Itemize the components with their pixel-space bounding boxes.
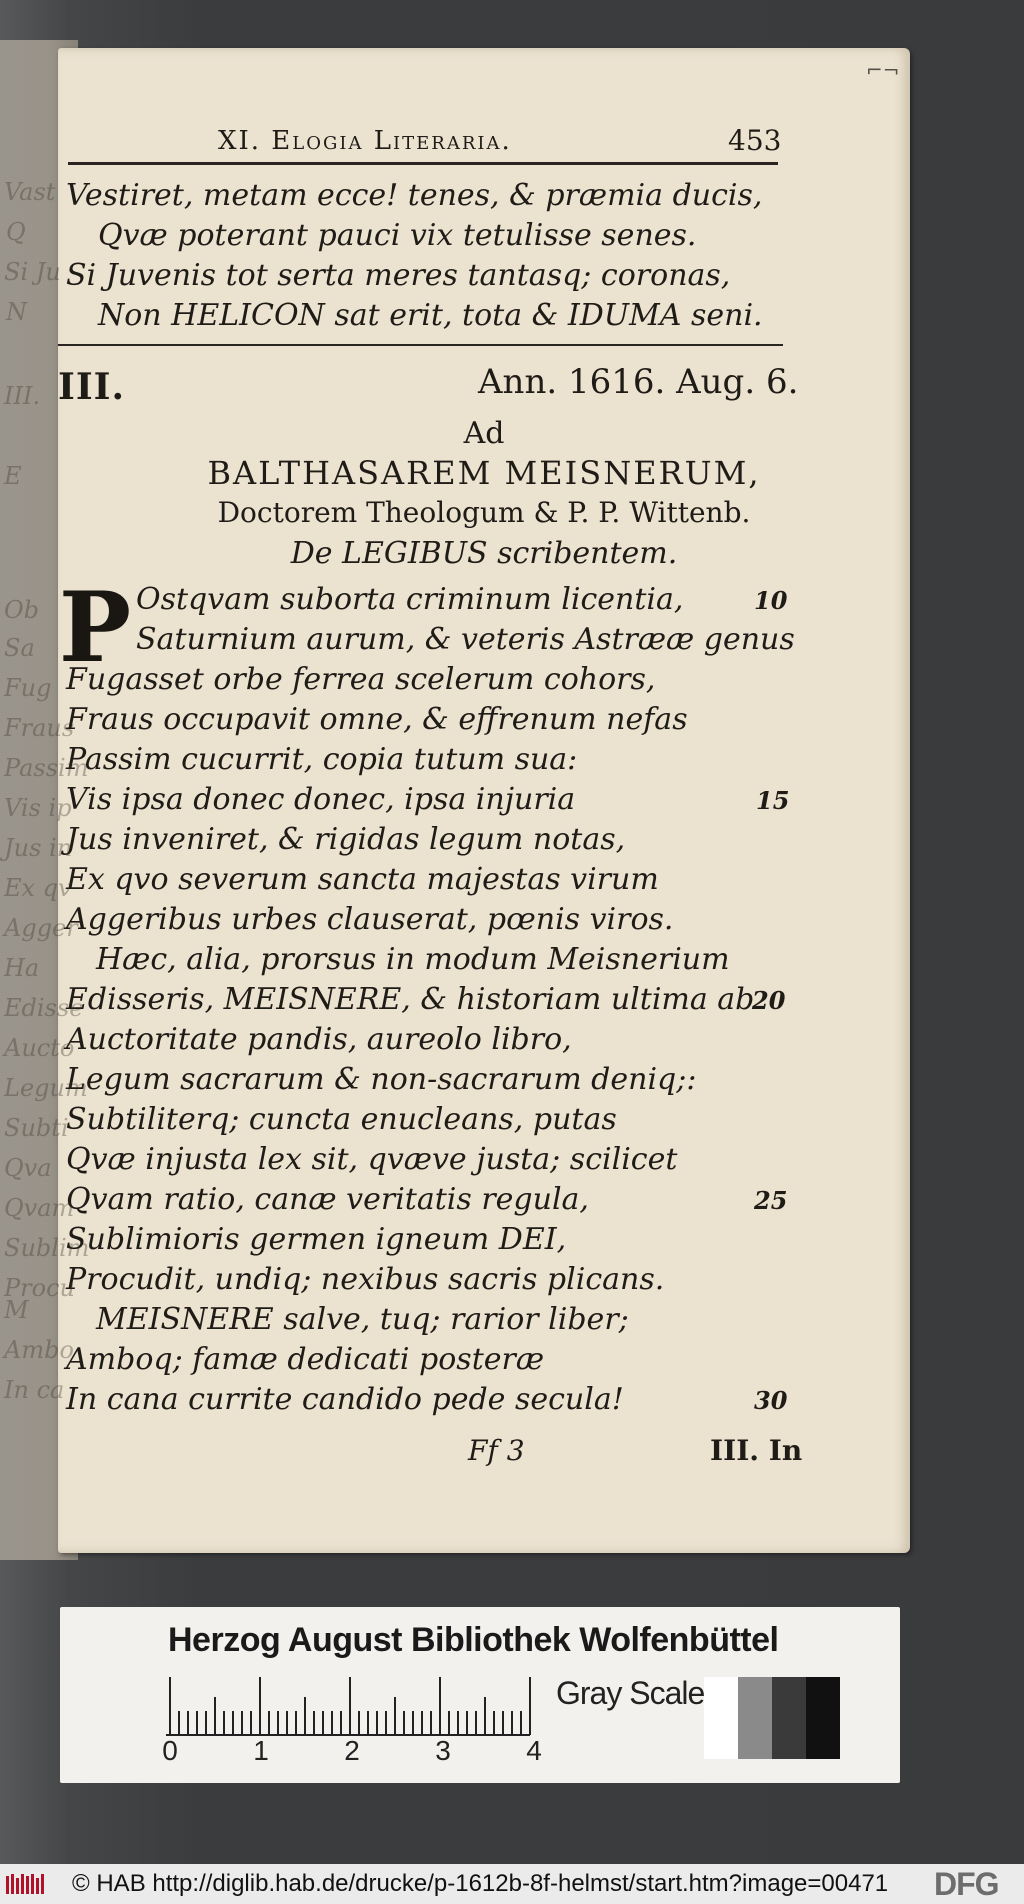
poem-line: MEISNERE salve, tuq; rarior liber; — [96, 1302, 629, 1337]
bleed-text: Procu — [4, 1274, 75, 1302]
gray-swatch — [738, 1677, 772, 1759]
gray-swatch — [772, 1677, 806, 1759]
catchword: III. In — [710, 1434, 803, 1467]
line-number: 10 — [754, 586, 788, 615]
scale-digit: 1 — [253, 1735, 269, 1766]
poem-line: Vis ipsa donec donec, ipsa injuria — [66, 782, 576, 817]
ruler-scale — [166, 1677, 536, 1737]
bleed-text: Sublim — [4, 1234, 90, 1262]
scale-digit: 4 — [526, 1735, 542, 1766]
entry-date: Ann. 1616. Aug. 6. — [478, 362, 799, 402]
scale-digit: 0 — [162, 1735, 178, 1766]
hab-logo-icon — [6, 1872, 48, 1896]
gray-swatch — [704, 1677, 738, 1759]
library-name: Herzog August Bibliothek Wolfenbüttel — [168, 1621, 779, 1659]
poem-line: Ostqvam suborta criminum licentia, — [136, 582, 684, 617]
poem-line: Subtiliterq; cuncta enucleans, putas — [66, 1102, 617, 1137]
bleed-text: Subti — [4, 1114, 69, 1142]
bleed-text: Jus in — [4, 834, 73, 862]
bleed-text: Fug — [4, 674, 52, 702]
bleed-text: Vast — [4, 178, 56, 206]
bleed-text: Ambo — [4, 1336, 74, 1364]
bleed-text: Passim — [4, 754, 89, 782]
poem-line: Aggeribus urbes clauserat, pœnis viros. — [66, 902, 674, 937]
header-rule — [68, 162, 778, 165]
bleed-text: Aucto — [4, 1034, 75, 1062]
poem-line: Qvæ injusta lex sit, qvæve justa; scilicet — [66, 1142, 678, 1177]
bleed-text: E — [4, 462, 22, 490]
line-number: 25 — [754, 1186, 788, 1215]
page-number: 453 — [728, 124, 782, 157]
bleed-text: Q — [6, 218, 26, 246]
bleed-text: Qvam — [4, 1194, 75, 1222]
drop-cap: P — [58, 571, 132, 684]
line-number: 20 — [752, 986, 786, 1015]
bleed-text: Ob — [4, 596, 40, 624]
book-page — [58, 48, 910, 1553]
top-verse-2: Qvæ poterant pauci vix tetulisse senes. — [98, 218, 697, 253]
address-ad: Ad — [463, 416, 505, 451]
gray-swatches — [704, 1677, 840, 1759]
top-verse-3: Si Juvenis tot serta meres tantasq; coronas, — [66, 258, 731, 293]
gray-scale-label: Gray Scale — [556, 1675, 705, 1711]
bleed-text: Ex qv — [4, 874, 72, 902]
poem-line: Procudit, undiq; nexibus sacris plicans. — [66, 1262, 665, 1297]
poem-line: Amboq; famæ dedicati posteræ — [66, 1342, 545, 1377]
line-number: 30 — [754, 1386, 788, 1415]
bleed-text: Fraus — [4, 714, 75, 742]
bleed-text: N — [6, 298, 27, 326]
bleed-text: Legum — [4, 1074, 88, 1102]
entry-number: III. — [58, 366, 126, 408]
poem-line: Hæc, alia, prorsus in modum Meisnerium — [96, 942, 730, 977]
poem-line: Saturnium aurum, & veteris Astrææ genus — [136, 622, 795, 657]
poem-line: Fugasset orbe ferrea scelerum cohors, — [66, 662, 656, 697]
poem-line: Passim cucurrit, copia tutum sua: — [66, 742, 578, 777]
poem-line: In cana currite candido pede secula! — [66, 1382, 624, 1417]
address-title: Doctorem Theologum & P. P. Wittenb. — [217, 496, 751, 529]
poem-line: Jus inveniret, & rigidas legum notas, — [66, 822, 626, 857]
bleed-text: III. — [4, 382, 41, 410]
bleed-text: Ha — [4, 954, 40, 982]
poem-line: Auctoritate pandis, aureolo libro, — [66, 1022, 572, 1057]
bleed-text: Qva — [4, 1154, 52, 1182]
color-target-card — [60, 1607, 900, 1783]
line-number: 15 — [756, 786, 790, 815]
source-link[interactable]: © HAB http://diglib.hab.de/drucke/p-1612b-8f-helmst/start.htm?image=00471 — [72, 1870, 889, 1897]
poem-line: Qvam ratio, canæ veritatis regula, — [66, 1182, 589, 1217]
gray-swatch — [806, 1677, 840, 1759]
corner-mark: ⌐¬ — [866, 58, 900, 82]
scale-digit: 2 — [344, 1735, 360, 1766]
bleed-text: Sa — [4, 634, 35, 662]
signature-mark: Ff 3 — [468, 1434, 525, 1467]
bleed-text: M — [4, 1296, 29, 1324]
address-subject: De LEGIBUS scribentem. — [290, 536, 678, 571]
poem-line: Edisseris, MEISNERE, & historiam ultima ab — [66, 982, 755, 1017]
footer-bar — [0, 1864, 1024, 1904]
bleed-text: Si Ju — [4, 258, 61, 286]
poem-line: Legum sacrarum & non-sacrarum deniq;: — [66, 1062, 697, 1097]
poem-line: Ex qvo severum sancta majestas virum — [66, 862, 659, 897]
section-rule — [58, 344, 783, 346]
running-title: XI. Elogia Literaria. — [218, 126, 512, 156]
top-verse-1: Vestiret, metam ecce! tenes, & præmia ducis, — [66, 178, 763, 213]
bleed-text: Edisse — [4, 994, 84, 1022]
poem-line: Sublimioris germen igneum DEI, — [66, 1222, 567, 1257]
bleed-text: Vis ip — [4, 794, 72, 822]
bleed-text: In ca — [4, 1376, 65, 1404]
dfg-logo: DFG — [934, 1866, 999, 1902]
bleed-text: Agger — [4, 914, 78, 942]
top-verse-4: Non HELICON sat erit, tota & IDUMA seni. — [98, 298, 763, 333]
scale-digit: 3 — [435, 1735, 451, 1766]
poem-line: Fraus occupavit omne, & effrenum nefas — [66, 702, 688, 737]
address-name: BALTHASAREM MEISNERUM, — [207, 454, 761, 492]
